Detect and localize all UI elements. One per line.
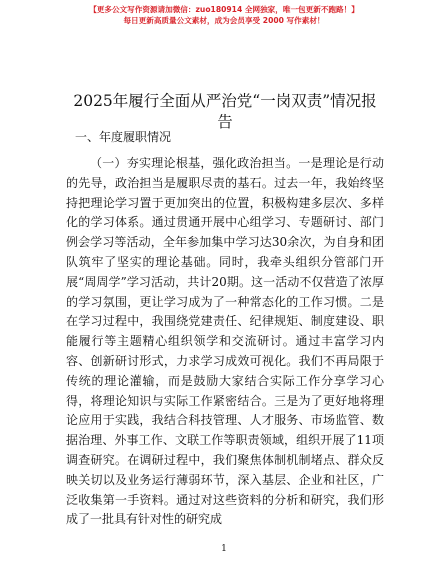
body-paragraph: （一）夯实理论根基，强化政治担当。一是理论是行动的先导，政治担当是履职尽责的基石。过去一年，我始终坚持把理论学习置于更加突出的位置，积极构建多层次、多样化的学习体系。通过贯通开展中心组学习、专题研讨、部门例会学习等活动，全年参加集中学习达30余次，为自身和团队筑牢了坚实的理论基础。同时，我牵头组织分管部门开展“周周学”学习活动，共计20期。这一活动不仅营造了浓厚的学习氛围，更让学习成为了一种常态化的工作习惯。二是在学习过程中，我围绕党建责任、纪律规矩、制度建设、职能履行等主题精心组织领学和交流研讨。通过丰富学习内容、创新研讨形式，力求学习成效可视化。我们不再局限于传统的理论灌输，而是鼓励大家结合实际工作分享学习心得，将理论知识与实际工作紧密结合。三是为了更好地将理论应用于实践，我结合科技管理、人才服务、市场监管、数据治理、外事工作、文联工作等职责领域，组织开展了11项调查研究。在调研过程中，我们聚焦体制机制堵点、群众反映关切以及业务运行薄弱环节，深入基层、企业和社区，广泛收集第一手资料。通过对这些资料的分析和研究，我们形成了一批具有针对性的研究成	[66, 156, 384, 527]
promo-line-1: 【更多公文写作资源请加微信：zuo180914 全网独家，唯一包更新不跑路！】	[89, 5, 359, 14]
promo-line-2: 每日更新高质量公文素材，成为会员享受 2000 写作素材！	[123, 16, 325, 25]
section-heading: 一、年度履职情况	[75, 130, 172, 144]
promo-banner	[0, 4, 448, 26]
page-number: 1	[221, 544, 227, 554]
document-title: 2025年履行全面从严治党“一岗双责”情况报告	[73, 92, 377, 131]
